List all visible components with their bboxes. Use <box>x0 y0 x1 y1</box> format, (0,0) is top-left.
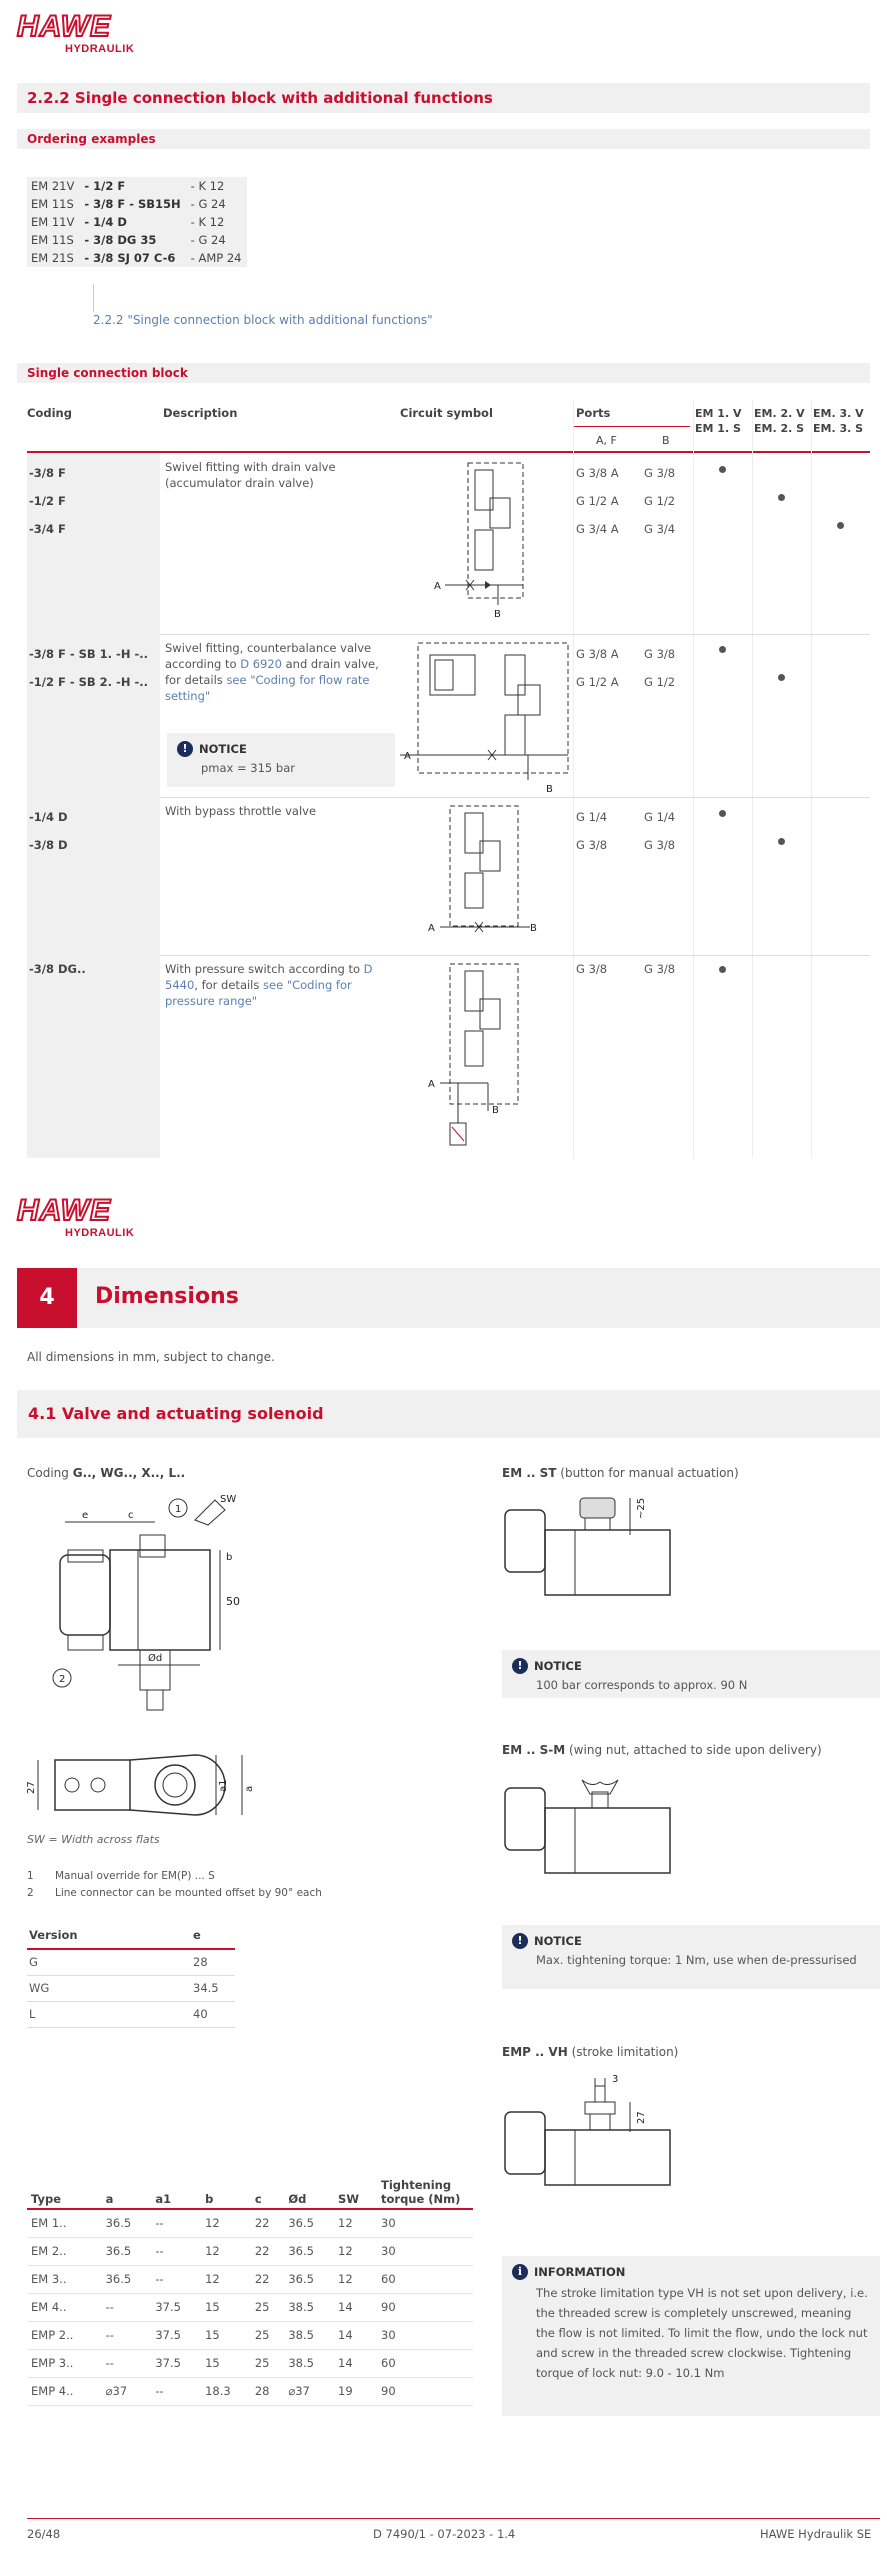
ordering-cell: - K 12 <box>187 177 248 195</box>
link-d5440[interactable]: D 5440 <box>165 962 373 992</box>
type-cell: 36.5 <box>102 2265 152 2293</box>
type-cell: 22 <box>251 2265 285 2293</box>
type-cell: -- <box>102 2349 152 2377</box>
type-cell: -- <box>151 2209 201 2237</box>
type-cell: 12 <box>334 2209 377 2237</box>
chapter-title: Dimensions <box>95 1284 239 1309</box>
row1-ports-af: G 3/8 A G 1/2 A G 3/4 A <box>576 466 619 536</box>
row3-description: With bypass throttle valve <box>165 804 317 818</box>
link-pressure-range[interactable]: see "Coding for pressure range" <box>165 978 352 1008</box>
svg-text:B: B <box>494 609 501 620</box>
svg-text:50: 50 <box>226 1595 240 1608</box>
circuit-symbol-bypass-throttle <box>430 803 550 953</box>
type-col-header: c <box>251 2176 285 2209</box>
row4-ports-af: G 3/8 <box>576 962 608 976</box>
row4-codings: -3/8 DG.. <box>29 962 86 976</box>
section-title: 2.2.2 Single connection block with additional functions <box>27 89 493 107</box>
type-cell: 25 <box>251 2293 285 2321</box>
type-cell: ⌀37 <box>102 2377 152 2405</box>
row2-dot-em2 <box>778 674 785 681</box>
svg-text:B: B <box>530 923 537 934</box>
row1-description: Swivel fitting with drain valve (accumulator drain valve) <box>165 460 336 490</box>
svg-text:A: A <box>404 751 411 762</box>
row4-description: With pressure switch according to D 5440, for details see "Coding for pressure range" <box>165 962 373 1008</box>
circuit-symbol-drain-valve <box>430 460 550 625</box>
row2-ports-af: G 3/8 A G 1/2 A <box>576 647 619 689</box>
valve-solenoid-drawing <box>30 1490 260 1740</box>
version-row-name: WG <box>29 1981 50 1995</box>
row2-ports-b: G 3/8 G 1/2 <box>644 647 676 689</box>
type-cell: EM 3.. <box>27 2265 102 2293</box>
type-col-header: Type <box>27 2176 102 2209</box>
type-cell: 28 <box>251 2377 285 2405</box>
ordering-cell: EM 11V <box>27 213 80 231</box>
table-row <box>27 2377 473 2405</box>
type-col-header: Ød <box>284 2176 334 2209</box>
ordering-cell: - G 24 <box>187 195 248 213</box>
col-circuit: Circuit symbol <box>400 406 493 420</box>
link-d6920[interactable]: D 6920 <box>240 657 282 671</box>
type-cell: 12 <box>201 2265 251 2293</box>
st-drawing <box>500 1490 680 1605</box>
table-row <box>27 2349 473 2377</box>
valve-top-view-drawing <box>26 1750 260 1825</box>
footer-doc: D 7490/1 - 07-2023 - 1.4 <box>373 2527 516 2541</box>
ordering-cell: EM 21V <box>27 177 80 195</box>
row2-dot-em1 <box>719 646 726 653</box>
type-cell: 15 <box>201 2321 251 2349</box>
type-cell: -- <box>102 2293 152 2321</box>
chapter-intro: All dimensions in mm, subject to change. <box>27 1350 275 1364</box>
col-em2: EM. 2. V EM. 2. S <box>754 407 805 435</box>
ordering-row <box>27 213 247 231</box>
exclamation-icon: ! <box>512 1933 528 1949</box>
row1-codings: -3/8 F -1/2 F -3/4 F <box>29 466 66 536</box>
col-em3: EM. 3. V EM. 3. S <box>813 407 864 435</box>
ordering-row <box>27 195 247 213</box>
type-cell: 60 <box>377 2349 473 2377</box>
ordering-link[interactable]: 2.2.2 "Single connection block with additional functions" <box>93 313 433 327</box>
col-coding: Coding <box>27 406 72 420</box>
type-cell: 30 <box>377 2321 473 2349</box>
type-cell: 14 <box>334 2321 377 2349</box>
ordering-row <box>27 231 247 249</box>
vh-drawing <box>500 2072 680 2187</box>
sm-title: EM .. S-M (wing nut, attached to side upon delivery) <box>502 1743 822 1757</box>
type-cell: 30 <box>377 2237 473 2265</box>
svg-text:2: 2 <box>59 1674 66 1685</box>
exclamation-icon: ! <box>512 1658 528 1674</box>
type-cell: ⌀37 <box>284 2377 334 2405</box>
type-cell: 37.5 <box>151 2349 201 2377</box>
type-cell: EMP 4.. <box>27 2377 102 2405</box>
circuit-symbol-counterbalance <box>400 640 575 800</box>
row1-ports-b: G 3/8 G 1/2 G 3/4 <box>644 466 676 536</box>
version-row-name: L <box>29 2007 36 2021</box>
type-cell: 38.5 <box>284 2349 334 2377</box>
type-cell: 30 <box>377 2209 473 2237</box>
version-row-e: 40 <box>193 2007 208 2021</box>
table-row <box>27 2321 473 2349</box>
row1-dot-em2 <box>778 494 785 501</box>
type-col-header: SW <box>334 2176 377 2209</box>
table-row <box>27 2209 473 2237</box>
ordering-cell: EM 11S <box>27 231 80 249</box>
ordering-heading: Ordering examples <box>27 132 156 146</box>
row3-codings: -1/4 D -3/8 D <box>29 810 68 852</box>
row2-codings: -3/8 F - SB 1. -H -.. -1/2 F - SB 2. -H -.. <box>29 647 148 689</box>
type-cell: 12 <box>334 2265 377 2293</box>
type-cell: 90 <box>377 2293 473 2321</box>
type-cell: -- <box>151 2377 201 2405</box>
svg-text:A: A <box>428 1079 435 1090</box>
coding-label: Coding G.., WG.., X.., L.. <box>27 1466 186 1480</box>
type-cell: 22 <box>251 2237 285 2265</box>
row1-dot-em3 <box>837 522 844 529</box>
ordering-row <box>27 177 247 195</box>
col-port-af: A, F <box>596 434 617 447</box>
svg-text:27: 27 <box>26 1781 37 1794</box>
col-em1: EM 1. V EM 1. S <box>695 407 742 435</box>
version-row-e: 28 <box>193 1955 208 1969</box>
type-cell: -- <box>102 2321 152 2349</box>
version-col-version: Version <box>29 1928 78 1942</box>
row1-dot-em1 <box>719 466 726 473</box>
type-cell: 37.5 <box>151 2293 201 2321</box>
row3-ports-b: G 1/4 G 3/8 <box>644 810 676 852</box>
row2-notice: ! NOTICE pmax = 315 bar <box>167 733 395 787</box>
table-row <box>27 2265 473 2293</box>
type-cell: 36.5 <box>284 2209 334 2237</box>
type-cell: 36.5 <box>284 2265 334 2293</box>
version-col-e: e <box>193 1928 201 1942</box>
svg-text:B: B <box>546 784 553 795</box>
svg-text:27: 27 <box>636 2111 647 2124</box>
type-cell: 25 <box>251 2349 285 2377</box>
svg-text:3: 3 <box>612 2074 619 2085</box>
type-cell: 37.5 <box>151 2321 201 2349</box>
block-heading: Single connection block <box>27 366 188 380</box>
ordering-cell: EM 11S <box>27 195 80 213</box>
type-cell: 36.5 <box>102 2237 152 2265</box>
svg-text:Ød: Ød <box>148 1653 163 1664</box>
chapter-number: 4 <box>17 1268 77 1328</box>
sm-drawing <box>500 1770 680 1880</box>
svg-text:A: A <box>428 923 435 934</box>
ordering-cell: - 1/2 F <box>80 177 186 195</box>
hawe-logo: HAWE HYDRAULIK <box>17 10 135 55</box>
row3-dot-em2 <box>778 838 785 845</box>
footer-page: 26/48 <box>27 2527 61 2541</box>
row2-description: Swivel fitting, counterbalance valve according to D 6920 and drain valve, for details see "Coding for flow rate setting" <box>165 641 379 703</box>
row3-ports-af: G 1/4 G 3/8 <box>576 810 608 852</box>
exclamation-icon: ! <box>177 741 193 757</box>
type-cell: 18.3 <box>201 2377 251 2405</box>
link-flow-rate[interactable]: see "Coding for flow rate setting" <box>165 673 370 703</box>
type-cell: 90 <box>377 2377 473 2405</box>
type-cell: 19 <box>334 2377 377 2405</box>
svg-text:~25: ~25 <box>636 1497 647 1519</box>
col-port-b: B <box>662 434 670 447</box>
col-description: Description <box>163 406 238 420</box>
type-cell: 38.5 <box>284 2293 334 2321</box>
row4-dot-em1 <box>719 966 726 973</box>
type-cell: 60 <box>377 2265 473 2293</box>
svg-text:c: c <box>128 1510 134 1521</box>
version-row-name: G <box>29 1955 38 1969</box>
ordering-cell: - 3/8 F - SB15H <box>80 195 186 213</box>
notes-list: 1 Manual override for EM(P) ... S 2 Line connector can be mounted offset by 90° each <box>27 1870 322 1899</box>
svg-text:1: 1 <box>175 1504 182 1515</box>
type-col-header: a <box>102 2176 152 2209</box>
type-cell: 15 <box>201 2349 251 2377</box>
ordering-cell: - K 12 <box>187 213 248 231</box>
hawe-logo-2: HAWE HYDRAULIK <box>17 1194 135 1239</box>
type-cell: EM 1.. <box>27 2209 102 2237</box>
svg-text:a: a <box>244 1785 255 1792</box>
svg-text:SW: SW <box>220 1494 237 1505</box>
svg-text:B: B <box>492 1105 499 1116</box>
vh-title: EMP .. VH (stroke limitation) <box>502 2045 679 2059</box>
ordering-cell: - AMP 24 <box>187 249 248 267</box>
type-cell: 36.5 <box>102 2209 152 2237</box>
table-row <box>27 2237 473 2265</box>
type-cell: 36.5 <box>284 2237 334 2265</box>
type-cell: 22 <box>251 2209 285 2237</box>
ordering-row <box>27 249 247 267</box>
row3-dot-em1 <box>719 810 726 817</box>
row4-ports-b: G 3/8 <box>644 962 676 976</box>
vh-information: i INFORMATION The stroke limitation type VH is not set upon delivery, i.e. the threaded screw is completely unscrewed, meaning the flow is not limited. To limit the flow, undo the lock nut and screw in the threaded screw clockwise. Tightening torque of lock nut: 9.0 - 10.1 Nm <box>502 2256 880 2416</box>
ordering-cell: - 3/8 SJ 07 C-6 <box>80 249 186 267</box>
ordering-cell: EM 21S <box>27 249 80 267</box>
type-cell: 14 <box>334 2293 377 2321</box>
type-col-header: b <box>201 2176 251 2209</box>
type-cell: 12 <box>201 2237 251 2265</box>
type-cell: EMP 2.. <box>27 2321 102 2349</box>
type-cell: 12 <box>201 2209 251 2237</box>
type-cell: 12 <box>334 2237 377 2265</box>
footer-company: HAWE Hydraulik SE <box>760 2527 872 2541</box>
type-cell: EM 4.. <box>27 2293 102 2321</box>
ordering-examples-table <box>27 177 247 267</box>
type-cell: EM 2.. <box>27 2237 102 2265</box>
circuit-symbol-pressure-switch <box>430 961 550 1156</box>
type-cell: 15 <box>201 2293 251 2321</box>
type-cell: EMP 3.. <box>27 2349 102 2377</box>
sw-note: SW = Width across flats <box>27 1833 160 1846</box>
st-notice: ! NOTICE 100 bar corresponds to approx. 90 N <box>502 1650 880 1698</box>
col-ports: Ports <box>576 406 611 420</box>
type-cell: -- <box>151 2237 201 2265</box>
info-icon: i <box>512 2264 528 2280</box>
type-dimensions-table <box>27 2176 473 2406</box>
table-row <box>27 2293 473 2321</box>
svg-text:e: e <box>82 1510 89 1521</box>
type-col-header: a1 <box>151 2176 201 2209</box>
svg-text:b: b <box>226 1552 233 1563</box>
type-cell: 25 <box>251 2321 285 2349</box>
ordering-cell: - G 24 <box>187 231 248 249</box>
version-row-e: 34.5 <box>193 1981 219 1995</box>
ordering-cell: - 3/8 DG 35 <box>80 231 186 249</box>
type-cell: 38.5 <box>284 2321 334 2349</box>
type-cell: -- <box>151 2265 201 2293</box>
type-col-header: Tightening torque (Nm) <box>377 2176 473 2209</box>
svg-text:a1: a1 <box>218 1779 229 1792</box>
svg-text:A: A <box>434 581 441 592</box>
type-cell: 14 <box>334 2349 377 2377</box>
sm-notice: ! NOTICE Max. tightening torque: 1 Nm, use when de-pressurised <box>502 1925 880 1989</box>
subsection-title: 4.1 Valve and actuating solenoid <box>28 1404 324 1423</box>
st-title: EM .. ST (button for manual actuation) <box>502 1466 739 1480</box>
ordering-cell: - 1/4 D <box>80 213 186 231</box>
